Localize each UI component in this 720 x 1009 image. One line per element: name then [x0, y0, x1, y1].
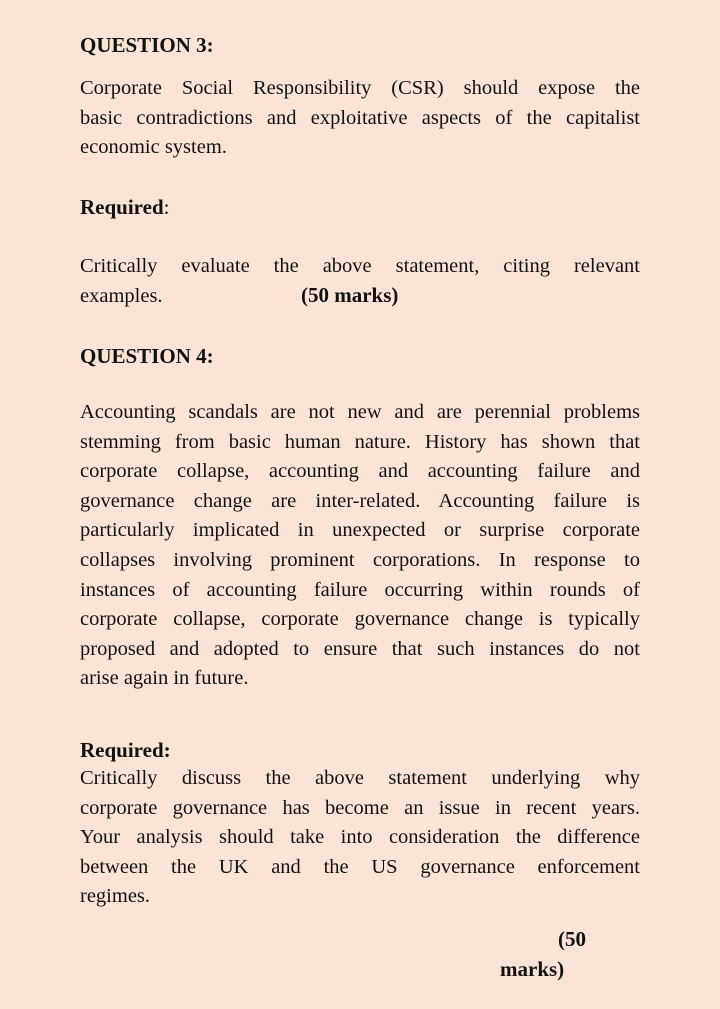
paragraph-line: proposed and adopted to ensure that such instances do not: [80, 637, 640, 660]
paragraph-line: instances of accounting failure occurring within rounds of: [80, 578, 640, 601]
paragraph-line: Your analysis should take into consideration the difference: [80, 826, 640, 849]
paragraph-line: examples.: [80, 284, 163, 307]
paragraph-line: particularly implicated in unexpected or surprise corporate: [80, 519, 640, 542]
question-3-heading: QUESTION 3:: [80, 33, 214, 57]
paragraph-line: Accounting scandals are not new and are perennial problems: [80, 401, 640, 423]
paragraph-line: economic system.: [80, 136, 227, 159]
paragraph-line: between the UK and the US governance enforcement: [80, 855, 640, 878]
paragraph-line: Corporate Social Responsibility (CSR) should expose the: [80, 77, 640, 99]
question-4-heading: QUESTION 4:: [80, 344, 214, 368]
question-4-marks-line-2: marks): [500, 957, 565, 981]
question-4-required-label: [80, 738, 171, 762]
paragraph-line: Critically discuss the above statement underlying why: [80, 767, 640, 789]
required-label-text: Required:: [80, 738, 171, 762]
question-4-marks-line-1: (50: [558, 927, 586, 951]
paragraph-line: arise again in future.: [80, 667, 249, 690]
paragraph-line: corporate governance has become an issue in recent years.: [80, 796, 640, 819]
paragraph-line: regimes.: [80, 885, 151, 908]
question-4-statement: [80, 398, 640, 694]
paragraph-line: collapses involving prominent corporations. In response to: [80, 548, 640, 571]
paragraph-line: governance change are inter-related. Accounting failure is: [80, 489, 640, 512]
required-colon: :: [163, 195, 170, 219]
question-3-marks: (50 marks): [301, 283, 399, 307]
paragraph-line: corporate collapse, accounting and accounting failure and: [80, 460, 640, 483]
paragraph-line: corporate collapse, corporate governance change is typically: [80, 608, 640, 631]
required-label-text: Required: [80, 195, 164, 219]
question-3-required-label: [80, 195, 169, 219]
question-3-statement: [80, 74, 640, 163]
paragraph-line: basic contradictions and exploitative aspects of the capitalist: [80, 106, 640, 129]
paragraph-line: Critically evaluate the above statement, citing relevant: [80, 255, 640, 277]
question-4-task: [80, 764, 640, 912]
paragraph-line: stemming from basic human nature. History has shown that: [80, 430, 640, 453]
